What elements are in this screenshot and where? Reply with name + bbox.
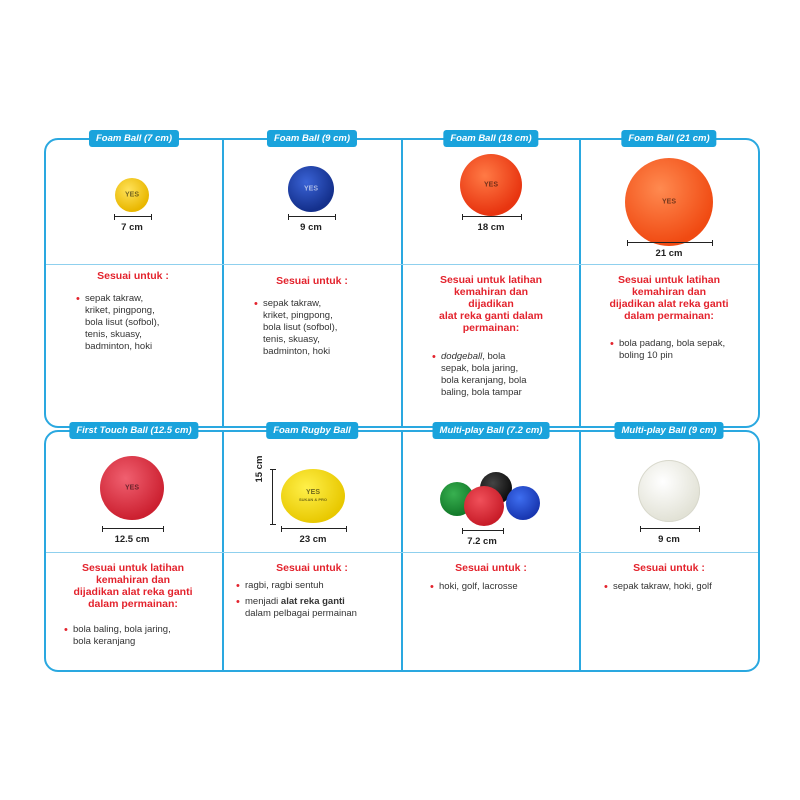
divider [579,430,581,670]
card-title: First Touch Ball (12.5 cm) [69,422,198,439]
list-item: • sepak takraw, hoki, golf [604,581,754,593]
width-measure [281,526,347,532]
size-label: 7 cm [121,222,143,233]
section-separator [46,552,758,553]
red-first-touch-ball [100,456,164,520]
width-measure [462,528,504,534]
large-orange-foam-ball [625,158,713,246]
width-measure [462,214,522,220]
list-item: • dodgeball, bola sepak, bola jaring, bola keranjang, bola baling, bola tampar [432,351,574,399]
usage-list [610,338,754,366]
list-item: • sepak takraw, kriket, pingpong, bola lisut (sofbol), tenis, skuasy, badminton, hoki [254,298,394,358]
size-label: 7.2 cm [467,536,497,547]
size-label: 9 cm [658,534,680,545]
card-title: Foam Ball (9 cm) [267,130,357,147]
suitable-heading: Sesuai untuk : [97,270,169,282]
divider [222,430,224,670]
card-title: Foam Ball (21 cm) [621,130,716,147]
card-title: Foam Ball (7 cm) [89,130,179,147]
height-label: 15 cm [254,455,265,483]
usage-list [430,581,574,597]
card-title: Multi-play Ball (7.2 cm) [433,422,550,439]
suitable-heading: Sesuai untuk : [455,562,527,574]
suitable-heading: Sesuai untuk : [276,275,348,287]
usage-list [236,580,396,624]
width-measure [627,240,713,246]
size-label: 9 cm [300,222,322,233]
card-title: Foam Ball (18 cm) [443,130,538,147]
suitable-heading: Sesuai untuk latihan kemahiran dan dijadikan alat reka ganti dalam permainan: [439,274,543,334]
ball-logo: YES [124,484,140,492]
size-label: 21 cm [655,248,683,259]
ball-logo: YES [303,185,319,193]
usage-list [432,351,574,403]
suitable-heading: Sesuai untuk : [276,562,348,574]
blue-foam-ball [288,166,334,212]
size-label: 23 cm [299,534,327,545]
blue-multiplay-ball [506,486,540,520]
divider [401,430,403,670]
red-multiplay-ball [464,486,504,526]
yellow-rugby-ball [281,469,345,523]
list-item: • menjadi alat reka ganti dalam pelbagai permainan [236,596,396,620]
usage-list [76,293,216,357]
width-measure [114,214,152,220]
width-measure [640,526,700,532]
usage-list [604,581,754,597]
yellow-foam-ball [115,178,149,212]
list-item: • bola baling, bola jaring, bola keranjang [64,624,216,648]
suitable-heading: Sesuai untuk latihan kemahiran dan dijadikan alat reka ganti dalam permainan: [73,562,193,610]
ball-logo: YES SUKAN & PRO [298,489,328,502]
white-multiplay-ball [638,460,700,522]
width-measure [102,526,164,532]
size-label: 18 cm [477,222,505,233]
suitable-heading: Sesuai untuk : [633,562,705,574]
ball-logo: YES [661,198,677,206]
product-grid [44,133,758,672]
usage-list [64,624,216,652]
suitable-heading: Sesuai untuk latihan kemahiran dan dijadikan alat reka ganti dalam permainan: [609,274,729,322]
width-measure [288,214,336,220]
orange-foam-ball [460,154,522,216]
height-measure [270,469,276,525]
card-title: Foam Rugby Ball [266,422,358,439]
list-item: • bola padang, bola sepak, boling 10 pin [610,338,754,362]
list-item: • ragbi, ragbi sentuh [236,580,396,592]
ball-logo: YES [124,191,140,199]
usage-list [254,298,394,362]
ball-logo: YES [483,181,499,189]
size-label: 12.5 cm [114,534,150,545]
list-item: • hoki, golf, lacrosse [430,581,574,593]
section-separator [46,264,758,265]
list-item: • sepak takraw, kriket, pingpong, bola lisut (sofbol), tenis, skuasy, badminton, hoki [76,293,216,353]
card-title: Multi-play Ball (9 cm) [614,422,723,439]
